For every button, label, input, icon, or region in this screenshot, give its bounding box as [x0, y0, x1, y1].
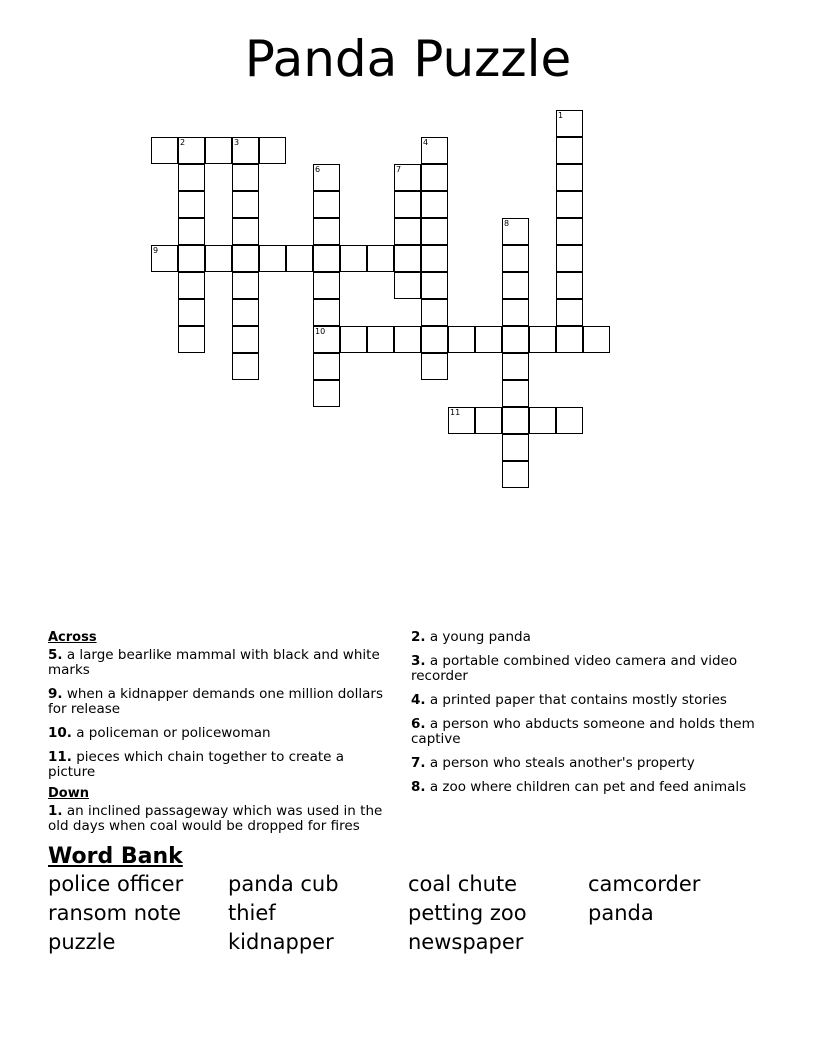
grid-cell[interactable]: [178, 245, 205, 272]
clue-number-label: 1: [558, 111, 564, 120]
clue-number-label: 6: [315, 165, 321, 174]
grid-cell[interactable]: [259, 137, 286, 164]
grid-cell[interactable]: [502, 353, 529, 380]
word-bank-item: ransom note: [48, 901, 182, 925]
grid-cell[interactable]: [421, 164, 448, 191]
clue-number: 1.: [48, 803, 63, 819]
word-bank-item: petting zoo: [408, 901, 527, 925]
grid-cell[interactable]: [313, 218, 340, 245]
clue-number: 10.: [48, 725, 72, 741]
clue-text: a large bearlike mammal with black and white marks: [48, 647, 380, 678]
grid-cell[interactable]: [205, 137, 232, 164]
clue-down-7: [411, 756, 761, 771]
grid-cell[interactable]: [556, 245, 583, 272]
grid-cell[interactable]: [421, 218, 448, 245]
clue-across-9: [48, 687, 393, 717]
grid-cell[interactable]: [448, 407, 475, 434]
word-bank-item: camcorder: [588, 872, 701, 896]
grid-cell[interactable]: [556, 407, 583, 434]
grid-cell[interactable]: [556, 191, 583, 218]
grid-cell[interactable]: [502, 407, 529, 434]
clue-number: 11.: [48, 749, 72, 765]
clue-across-10: [48, 726, 393, 741]
grid-cell[interactable]: [583, 326, 610, 353]
clue-number: 4.: [411, 692, 426, 708]
clue-text: a portable combined video camera and video recorder: [411, 653, 738, 684]
grid-cell[interactable]: [556, 272, 583, 299]
clue-number-label: 10: [315, 327, 326, 336]
clue-across-11: [48, 750, 393, 780]
grid-cell[interactable]: [340, 245, 367, 272]
word-bank-item: coal chute: [408, 872, 518, 896]
grid-cell[interactable]: [232, 353, 259, 380]
grid-cell[interactable]: [232, 191, 259, 218]
grid-cell[interactable]: [556, 218, 583, 245]
word-bank-item: thief: [228, 901, 276, 925]
clue-number: 5.: [48, 647, 63, 663]
grid-cell[interactable]: [421, 191, 448, 218]
grid-cell[interactable]: [367, 245, 394, 272]
word-bank-item: puzzle: [48, 930, 116, 954]
clue-down-1: [48, 804, 393, 834]
clue-text: pieces which chain together to create a picture: [48, 749, 345, 780]
clue-number-label: 9: [153, 246, 159, 255]
grid-cell[interactable]: [448, 326, 475, 353]
word-bank-item: panda cub: [228, 872, 339, 896]
grid-cell[interactable]: [313, 272, 340, 299]
word-bank-item: police officer: [48, 872, 184, 896]
clue-number: 3.: [411, 653, 426, 669]
clue-number-label: 8: [504, 219, 510, 228]
grid-cell[interactable]: [178, 137, 205, 164]
grid-cell[interactable]: [178, 272, 205, 299]
grid-cell[interactable]: [556, 137, 583, 164]
grid-cell[interactable]: [421, 137, 448, 164]
clue-number: 6.: [411, 716, 426, 732]
grid-cell[interactable]: [556, 110, 583, 137]
clue-number-label: 4: [423, 138, 429, 147]
grid-cell[interactable]: [556, 299, 583, 326]
grid-cell[interactable]: [313, 353, 340, 380]
grid-cell[interactable]: [178, 326, 205, 353]
grid-cell[interactable]: [529, 407, 556, 434]
clue-text: a young panda: [425, 629, 531, 645]
grid-cell[interactable]: [178, 218, 205, 245]
clue-number: 8.: [411, 779, 426, 795]
clue-number-label: 2: [180, 138, 186, 147]
grid-cell[interactable]: [232, 326, 259, 353]
grid-cell[interactable]: [313, 380, 340, 407]
grid-cell[interactable]: [394, 218, 421, 245]
word-bank: [48, 873, 788, 954]
grid-cell[interactable]: [151, 137, 178, 164]
clue-number-label: 3: [234, 138, 240, 147]
grid-cell[interactable]: [502, 245, 529, 272]
grid-cell[interactable]: [313, 164, 340, 191]
clue-text: a zoo where children can pet and feed animals: [425, 779, 747, 795]
clue-down-8: [411, 780, 761, 795]
grid-cell[interactable]: [232, 218, 259, 245]
grid-cell[interactable]: [178, 191, 205, 218]
word-bank-item: kidnapper: [228, 930, 334, 954]
grid-cell[interactable]: [313, 191, 340, 218]
grid-cell[interactable]: [205, 245, 232, 272]
clues-right-column: [411, 630, 761, 804]
grid-cell[interactable]: [529, 326, 556, 353]
grid-cell[interactable]: [232, 164, 259, 191]
clue-number: 9.: [48, 686, 63, 702]
word-bank-item: panda: [588, 901, 654, 925]
grid-cell[interactable]: [313, 299, 340, 326]
down-heading: Down: [48, 786, 89, 801]
clue-down-4: [411, 693, 761, 708]
clue-text: a policeman or policewoman: [71, 725, 271, 741]
grid-cell[interactable]: [421, 353, 448, 380]
grid-cell[interactable]: [502, 218, 529, 245]
clue-number-label: 7: [396, 165, 402, 174]
grid-cell[interactable]: [286, 245, 313, 272]
grid-cell[interactable]: [502, 326, 529, 353]
grid-cell[interactable]: [421, 326, 448, 353]
grid-cell[interactable]: [232, 272, 259, 299]
grid-cell[interactable]: [502, 461, 529, 488]
clue-text: a person who abducts someone and holds them captive: [411, 716, 755, 747]
grid-cell[interactable]: [421, 245, 448, 272]
grid-cell[interactable]: [502, 380, 529, 407]
grid-cell[interactable]: [340, 326, 367, 353]
grid-cell[interactable]: [367, 326, 394, 353]
grid-cell[interactable]: [421, 272, 448, 299]
grid-cell[interactable]: [232, 137, 259, 164]
grid-cell[interactable]: [502, 434, 529, 461]
grid-cell[interactable]: [475, 407, 502, 434]
grid-cell[interactable]: [502, 299, 529, 326]
clue-down-2: [411, 630, 761, 645]
grid-cell[interactable]: [313, 326, 340, 353]
clue-number: 2.: [411, 629, 426, 645]
word-bank-title: Word Bank: [48, 844, 183, 869]
grid-cell[interactable]: [232, 245, 259, 272]
grid-cell[interactable]: [556, 164, 583, 191]
clues-left-column: [48, 630, 393, 843]
across-heading: Across: [48, 630, 97, 645]
clue-down-3: [411, 654, 761, 684]
grid-cell[interactable]: [151, 245, 178, 272]
grid-cell[interactable]: [421, 299, 448, 326]
grid-cell[interactable]: [502, 272, 529, 299]
grid-cell[interactable]: [394, 191, 421, 218]
grid-cell[interactable]: [259, 245, 286, 272]
clue-text: when a kidnapper demands one million dollars for release: [48, 686, 383, 717]
grid-cell[interactable]: [394, 326, 421, 353]
grid-cell[interactable]: [178, 299, 205, 326]
page-title: Panda Puzzle: [244, 30, 572, 88]
word-bank-item: newspaper: [408, 930, 524, 954]
grid-cell[interactable]: [394, 164, 421, 191]
grid-cell[interactable]: [556, 326, 583, 353]
clue-number: 7.: [411, 755, 426, 771]
grid-cell[interactable]: [178, 164, 205, 191]
clue-number-label: 11: [450, 408, 461, 417]
grid-cell[interactable]: [475, 326, 502, 353]
clue-across-5: [48, 648, 393, 678]
clue-text: a printed paper that contains mostly stories: [425, 692, 727, 708]
grid-cell[interactable]: [232, 299, 259, 326]
grid-cell[interactable]: [394, 245, 421, 272]
clue-text: an inclined passageway which was used in the old days when coal would be dropped for fires: [48, 803, 383, 834]
clue-down-6: [411, 717, 761, 747]
grid-cell[interactable]: [313, 245, 340, 272]
clue-text: a person who steals another's property: [425, 755, 695, 771]
grid-cell[interactable]: [394, 272, 421, 299]
